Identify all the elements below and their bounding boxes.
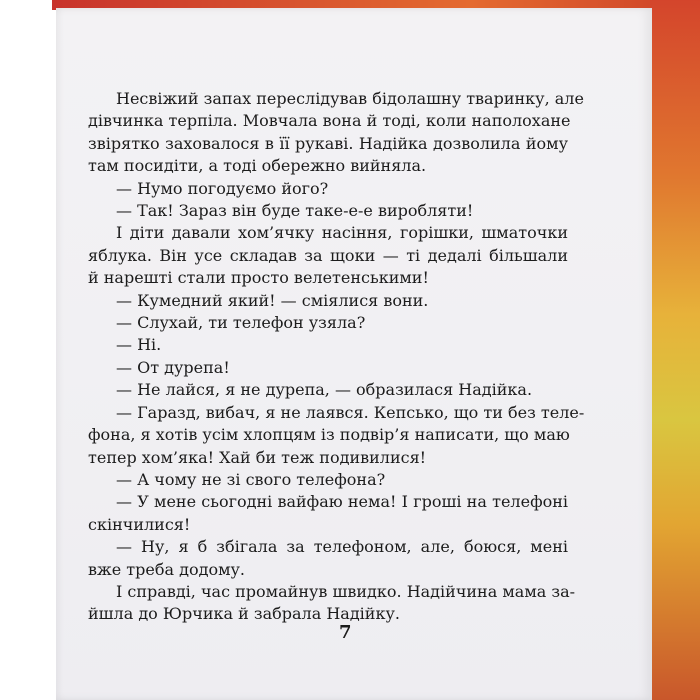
text-line: І діти давали хом’ячку насіння, горішки, шматочки [116, 223, 568, 243]
page-text [88, 88, 585, 626]
paragraph [88, 178, 568, 200]
paragraph [88, 469, 568, 491]
paragraph [88, 491, 568, 536]
text-line: — Так! Зараз він буде таке-е-е виробляти! [116, 201, 474, 221]
paragraph [88, 402, 585, 469]
text-line: — Нумо погодуємо його? [116, 178, 329, 198]
paragraph [88, 290, 568, 312]
text-line: дівчинка терпіла. Мовчала вона й тоді, коли наполохане [88, 111, 571, 131]
paragraph [88, 536, 568, 581]
text-line: — Не лайся, я не дурепа, — образилася Надійка. [116, 380, 533, 400]
text-line: — Кумедний який! — сміялися вони. [116, 290, 429, 310]
paragraph [88, 334, 568, 356]
paragraph [88, 357, 568, 379]
paragraph [88, 200, 568, 222]
paragraph [88, 379, 568, 401]
paragraph [88, 88, 584, 178]
page-number: 7 [339, 622, 352, 643]
text-line: йшла до Юрчика й забрала Надійку. [88, 604, 400, 624]
book-cover-edge-right [650, 0, 700, 700]
text-line: тепер хом’яка! Хай би теж подивилися! [88, 447, 427, 467]
background-left [0, 0, 56, 700]
text-line: — От дурепа! [116, 357, 230, 377]
text-line: — А чому не зі свого телефона? [116, 469, 386, 489]
text-line: вже треба додому. [88, 559, 246, 579]
text-line: скінчилися! [88, 514, 191, 534]
text-line: Несвіжий запах переслідував бідолашну тваринку, але [116, 89, 584, 108]
text-line: яблука. Він усе складав за щоки — ті дедалі більшали [88, 245, 568, 265]
text-line: — Слухай, ти телефон узяла? [116, 313, 366, 333]
paragraph [88, 222, 568, 289]
text-line: — Ні. [116, 335, 162, 355]
paragraph [88, 581, 576, 626]
text-line: звірятко заховалося в її рукаві. Надійка дозволила йому [88, 133, 568, 153]
text-line: там посидіти, а тоді обережно вийняла. [88, 156, 427, 176]
text-line: — Гаразд, вибач, я не лаявся. Кепсько, що ти без теле- [116, 402, 585, 422]
text-line: й нарешті стали просто велетенськими! [88, 268, 429, 288]
paragraph [88, 312, 568, 334]
text-line: — У мене сьогодні вайфаю нема! І гроші на телефоні [116, 492, 568, 512]
text-line: — Ну, я б збігала за телефоном, але, боюся, мені [116, 537, 568, 557]
text-line: І справді, час промайнув швидко. Надійчина мама за- [116, 581, 576, 601]
text-line: фона, я хотів усім хлопцям із подвір’я написати, що маю [88, 425, 570, 445]
